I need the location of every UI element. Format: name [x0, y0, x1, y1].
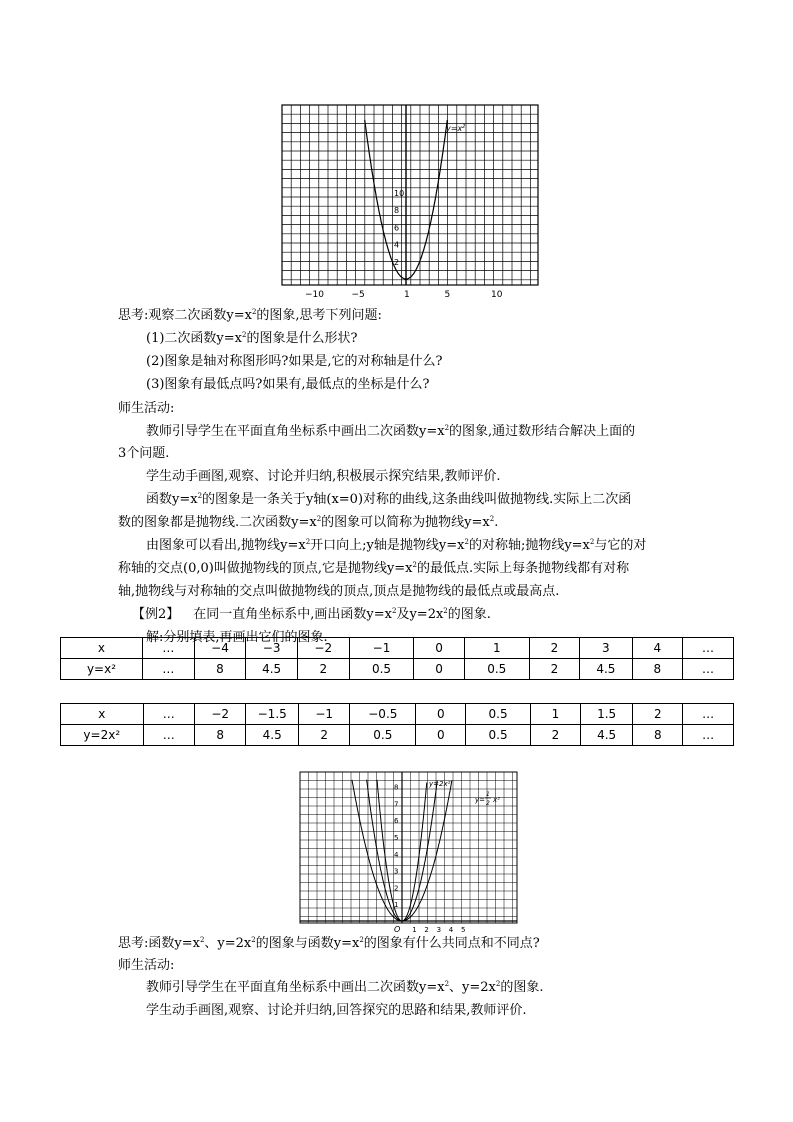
y-tick-label: 2	[394, 257, 400, 267]
example2-solution: 解:分别填表,再画出它们的图象.	[146, 630, 328, 645]
table-cell: 2	[530, 725, 580, 746]
y-tick-label: 4	[394, 240, 400, 250]
x-tick-label: 3	[436, 926, 442, 933]
svg-text:y=: y=	[475, 796, 486, 804]
table-cell: 0.5	[464, 659, 529, 680]
origin-label: 1	[404, 290, 410, 300]
table-cell: 0	[414, 659, 464, 680]
y-tick-label: 8	[394, 206, 400, 216]
y-tick-label: 5	[394, 834, 399, 842]
table-cell: −1	[299, 704, 350, 725]
table-cell: 0	[416, 725, 466, 746]
y-tick-label: 1	[394, 901, 399, 910]
activity1-p3: 函数$y=x^2$的图象是一条关于y轴(x=0)对称的曲线,这条曲线叫做抛物线.实际上二次函	[146, 492, 632, 507]
think1-q1: (1)二次函数$y=x^2$的图象是什么形状?	[146, 331, 358, 346]
x-tick-label: 4	[448, 926, 454, 933]
table-cell: 2	[633, 704, 683, 725]
table-cell: …	[143, 725, 194, 746]
table-cell: −3	[246, 638, 298, 659]
activity1-p4-cont: 称轴的交点(0,0)叫做抛物线的顶点,它是抛物线$y=x^2$的最低点.实际上每条抛物线都有对称	[118, 561, 630, 576]
table-cell: 0.5	[349, 659, 414, 680]
grid-frame	[282, 105, 538, 285]
table-cell: 8	[632, 659, 682, 680]
table-cell: x	[61, 638, 143, 659]
y-tick-label: 3	[394, 867, 399, 876]
table-cell: 1.5	[580, 704, 632, 725]
activity2-p2: 学生动手画图,观察、讨论并归纳,回答探究的思路和结果,教师评价.	[146, 1003, 527, 1018]
activity1-p4-cont2: 轴,抛物线与对称轴的交点叫做抛物线的顶点,顶点是抛物线的最低点或最高点.	[118, 584, 560, 599]
table-row	[61, 704, 734, 725]
think1-q2: (2)图象是轴对称图形吗?如果是,它的对称轴是什么?	[146, 354, 443, 369]
y-tick-label: 6	[394, 223, 400, 233]
svg-text:x²: x²	[493, 796, 500, 804]
table-cell: 4	[632, 638, 682, 659]
table-cell: 8	[633, 725, 683, 746]
table-cell: 2	[299, 725, 350, 746]
activity1-label: 师生活动:	[118, 401, 175, 416]
origin-label: O	[394, 925, 401, 933]
table-cell: 2	[297, 659, 349, 680]
table-cell: −1.5	[246, 704, 299, 725]
table-cell: 8	[194, 659, 246, 680]
think1-intro: 思考:观察二次函数$y=x^2$的图象,思考下列问题:	[118, 308, 382, 323]
activity2-label: 师生活动:	[118, 958, 175, 973]
y-tick-label: 6	[394, 817, 399, 826]
table-cell: 1	[530, 704, 580, 725]
svg-text:2: 2	[486, 800, 490, 807]
x-tick-label: 5	[444, 290, 451, 300]
example2-title: 【例2】 在同一直角坐标系中,画出函数$y=x^2$及$y=2x^2$的图象.	[132, 607, 491, 622]
y-tick-label: 4	[394, 850, 399, 859]
graph-y-eq-x2	[280, 103, 542, 303]
table-cell: …	[683, 638, 734, 659]
table-cell: 0.5	[350, 725, 416, 746]
activity2-p1: 教师引导学生在平面直角坐标系中画出二次函数$y=x^2$、$y=2x^2$的图象.	[146, 980, 544, 995]
table-row	[61, 725, 734, 746]
table-cell: 8	[195, 725, 246, 746]
table-row	[61, 659, 734, 680]
table-cell: −0.5	[350, 704, 416, 725]
svg-text:1: 1	[486, 791, 490, 798]
x-tick-label: 1	[412, 926, 417, 933]
table-cell: 0	[414, 638, 464, 659]
activity1-p2: 学生动手画图,观察、讨论并归纳,积极展示探究结果,教师评价.	[146, 469, 501, 484]
activity1-p3-cont: 数的图象都是抛物线.二次函数$y=x^2$的图象可以简称为抛物线$y=x^2$.	[118, 515, 499, 530]
table-cell: …	[683, 704, 734, 725]
table-cell: 4.5	[246, 659, 298, 680]
activity1-p1: 教师引导学生在平面直角坐标系中画出二次函数$y=x^2$的图象,通过数形结合解决上面的	[146, 424, 636, 439]
value-table-2x2	[60, 703, 734, 746]
x-tick-label: 5	[461, 926, 466, 933]
example2-label: 【例2】	[132, 607, 180, 622]
table-cell: 2	[529, 659, 579, 680]
table-cell: 3	[580, 638, 633, 659]
table-cell: −2	[195, 704, 246, 725]
think1-q3: (3)图象有最低点吗?如果有,最低点的坐标是什么?	[146, 377, 430, 392]
activity1-p4: 由图象可以看出,抛物线$y=x^2$开口向上;y轴是抛物线$y=x^2$的对称轴;抛物线$y=x^2$与它的对	[146, 538, 647, 553]
graph-three-parabolas	[299, 771, 519, 933]
y-tick-label: 2	[394, 884, 399, 893]
table-cell: …	[142, 659, 194, 680]
grid-frame	[300, 772, 517, 923]
table-cell: 4.5	[580, 659, 633, 680]
table-cell: 0.5	[466, 704, 531, 725]
curve-label: $y=x^2$	[446, 124, 466, 133]
table-cell: y=x²	[61, 659, 143, 680]
think2: 思考:函数$y=x^2$、$y=2x^2$的图象与函数$y=x^2$的图象有什么共同点和不同点?	[118, 936, 540, 951]
table-cell: y=2x²	[61, 725, 144, 746]
table-cell: …	[143, 704, 194, 725]
activity1-p1-cont: 3个问题.	[118, 446, 170, 461]
table-cell: −1	[349, 638, 414, 659]
table-cell: 4.5	[580, 725, 632, 746]
table-cell: …	[683, 659, 734, 680]
table-cell: 0	[416, 704, 466, 725]
table-cell: −2	[297, 638, 349, 659]
x-tick-label: −5	[351, 290, 365, 300]
y-tick-label: 10	[394, 189, 405, 198]
table-cell: …	[683, 725, 734, 746]
x-tick-label: −10	[305, 290, 324, 300]
table-cell: 2	[529, 638, 579, 659]
table-cell: 1	[464, 638, 529, 659]
table-cell: 0.5	[466, 725, 531, 746]
y-tick-label: 8	[394, 783, 399, 792]
table-cell: x	[61, 704, 144, 725]
label-2x2: y=2x²	[429, 780, 451, 788]
x-tick-label: 10	[491, 290, 503, 300]
table-cell: …	[142, 638, 194, 659]
value-table-x2	[60, 637, 734, 680]
table-cell: −4	[194, 638, 246, 659]
y-tick-label: 7	[394, 800, 399, 809]
table-row	[61, 638, 734, 659]
x-tick-label: 2	[424, 926, 429, 933]
table-cell: 4.5	[246, 725, 299, 746]
